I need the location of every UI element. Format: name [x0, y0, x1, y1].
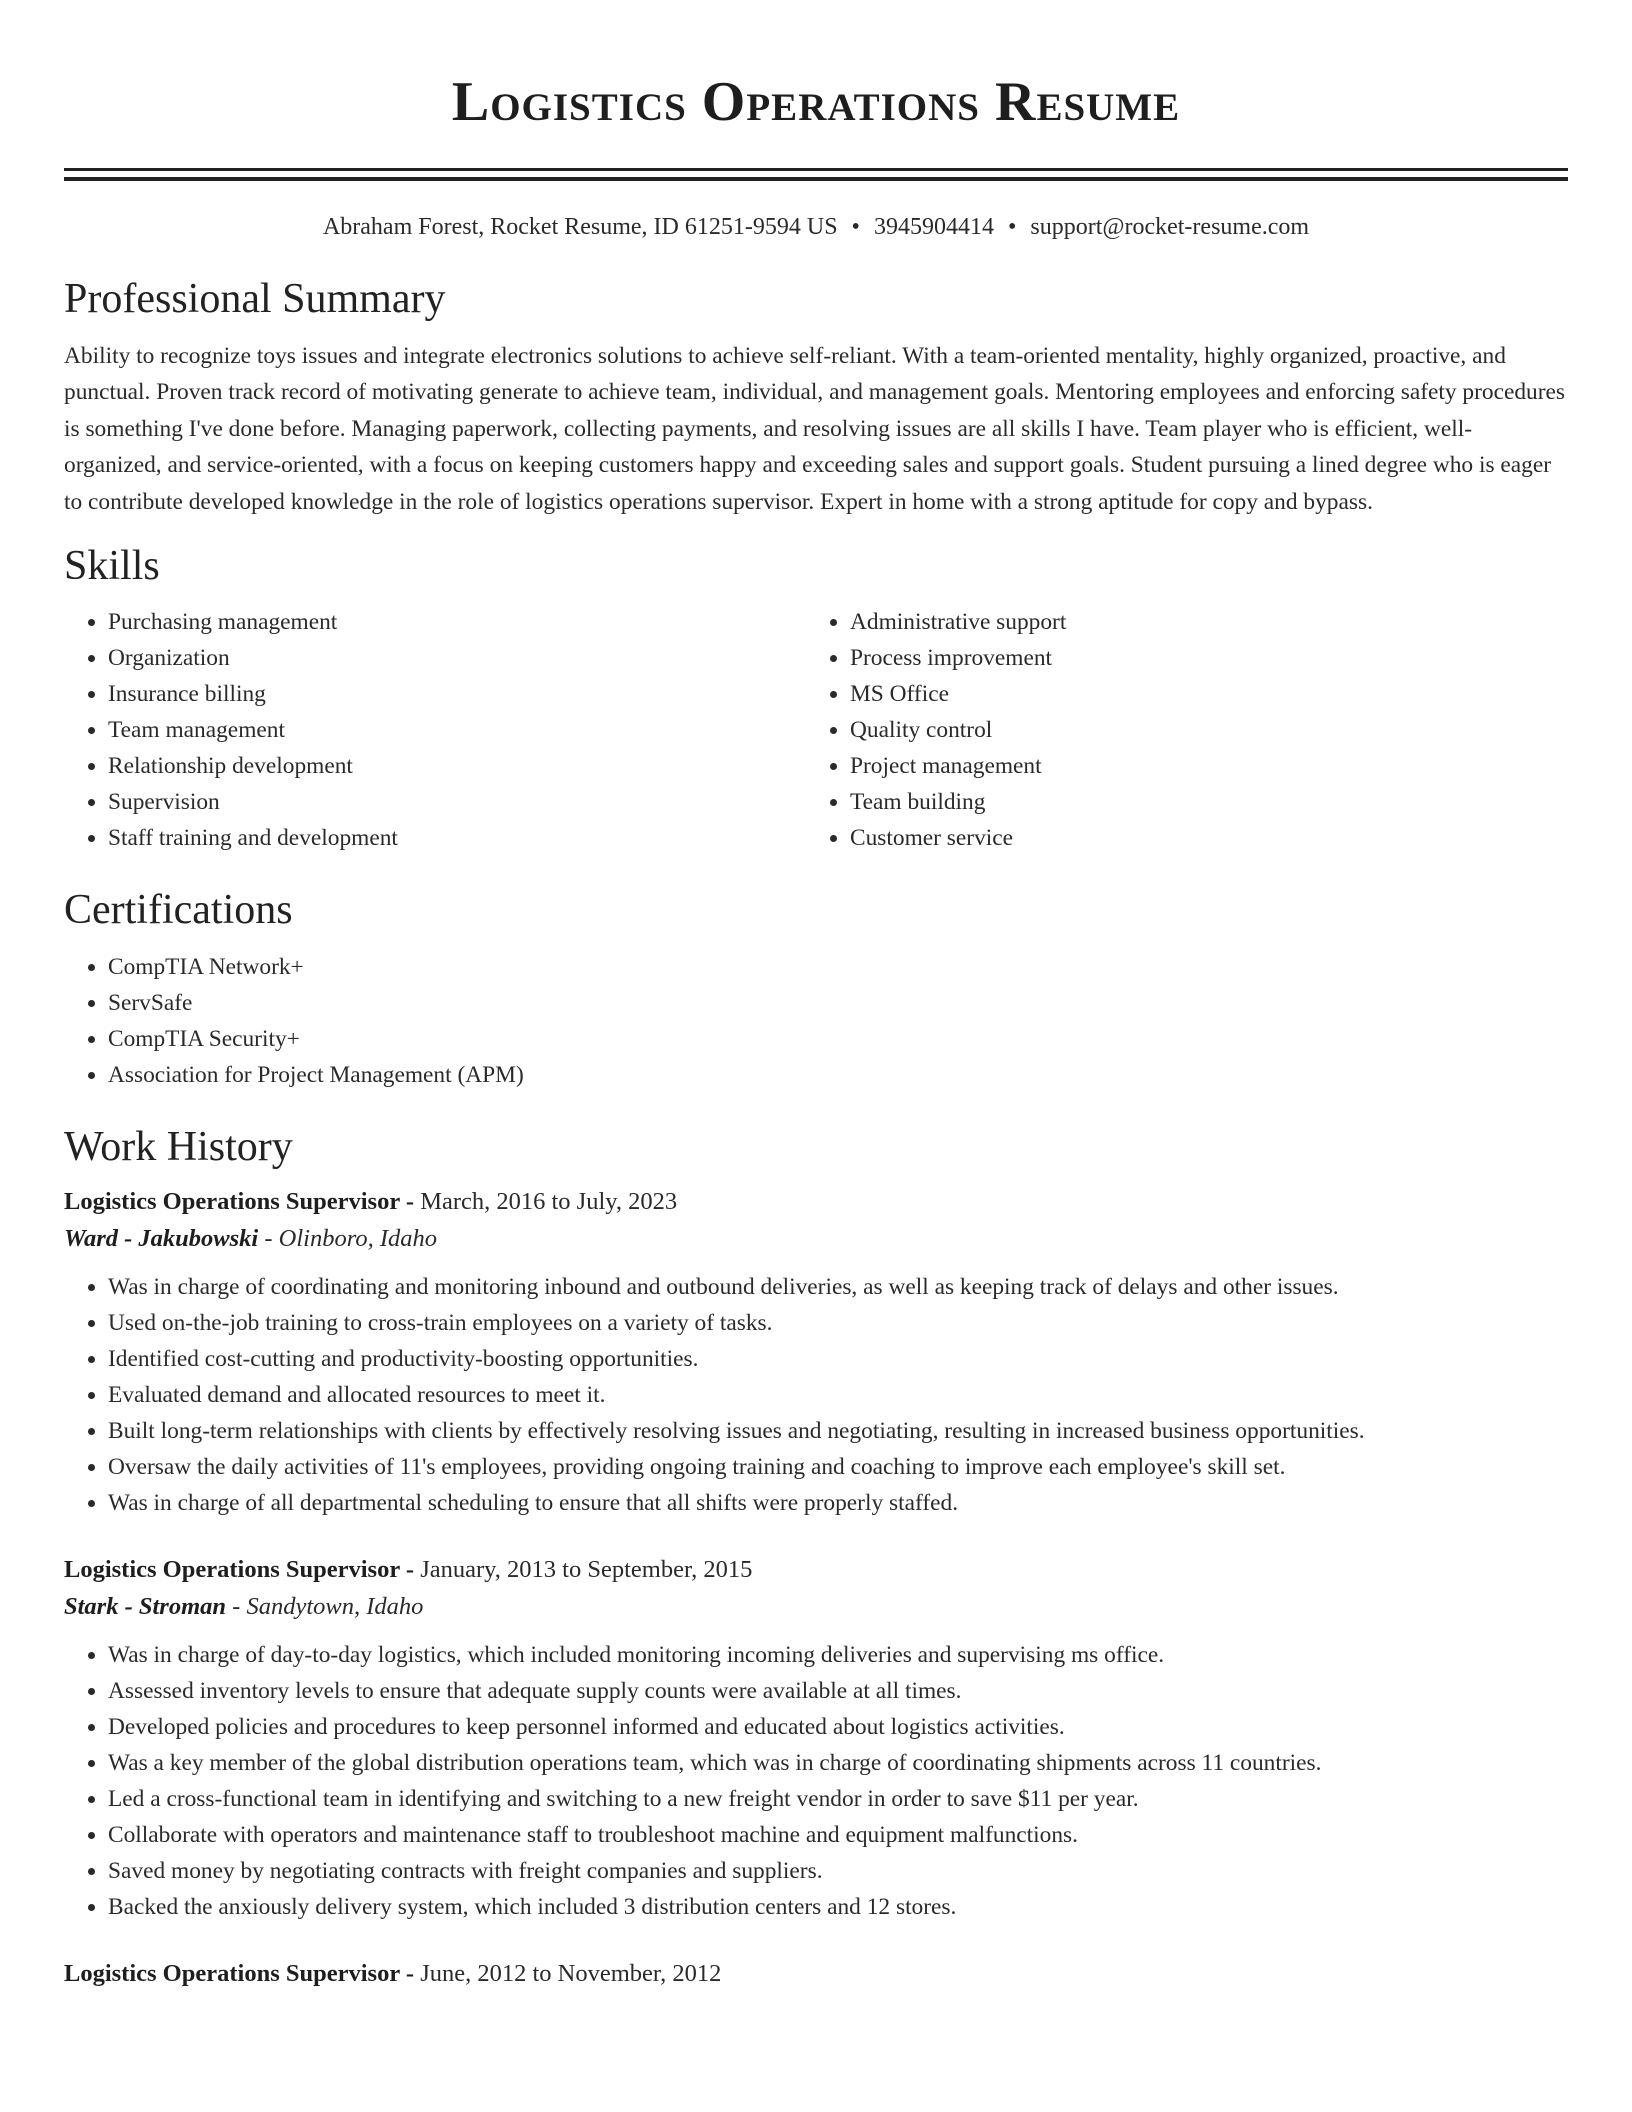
contact-phone: 3945904414	[873, 214, 994, 240]
job-duty-item: • Was a key member of the global distribution operations team, which was in charge of coordinating shipments across 11 countries.	[108, 1745, 1568, 1781]
job-entry	[64, 1956, 1568, 1992]
skill-item: • Supervision	[108, 784, 806, 820]
job-duties-list	[64, 1637, 1568, 1925]
job-company-line: Ward - Jakubowski - Olinboro, Idaho	[64, 1225, 437, 1253]
job-dates: January, 2013 to September, 2015	[420, 1556, 753, 1584]
skill-item: • Team management	[108, 712, 806, 748]
job-entry	[64, 1552, 1568, 1925]
job-duty-item: • Was in charge of all departmental scheduling to ensure that all shifts were properly staffed.	[108, 1485, 1568, 1521]
certification-item: • CompTIA Security+	[108, 1021, 1568, 1057]
job-location: Sandytown, Idaho	[246, 1593, 424, 1621]
job-company-line: Stark - Stroman - Sandytown, Idaho	[64, 1593, 424, 1621]
skill-item: • Purchasing management	[108, 604, 806, 640]
summary-heading: Professional Summary	[64, 276, 446, 322]
job-duty-item: • Was in charge of coordinating and monitoring inbound and outbound deliveries, as well as keeping track of delays and other issues.	[108, 1269, 1568, 1305]
skills-columns	[64, 604, 1568, 856]
skill-item: • MS Office	[850, 676, 1548, 712]
job-duty-item: • Saved money by negotiating contracts with freight companies and suppliers.	[108, 1853, 1568, 1889]
job-title: Logistics Operations Supervisor	[64, 1556, 400, 1584]
contact-separator: •	[1007, 214, 1017, 240]
skill-item: • Project management	[850, 748, 1548, 784]
summary-text: Ability to recognize toys issues and integrate electronics solutions to achieve self-reliant. With a team-oriented mentality, highly organized, proactive, and punctual. Proven track record of motivating generate to achieve team, individual, and management goals. Mentoring employees and enforcing safety procedures is something I've done before. Managing paperwork, collecting payments, and resolving issues are all skills I have. Team player who is efficient, well-organized, and service-oriented, with a focus on keeping customers happy and exceeding sales and support goals. Student pursuing a lined degree who is eager to contribute developed knowledge in the role of logistics operations supervisor. Expert in home with a strong aptitude for copy and bypass.	[64, 343, 1566, 515]
work-history-heading: Work History	[64, 1124, 293, 1171]
job-duty-item: • Assessed inventory levels to ensure that adequate supply counts were available at all times.	[108, 1673, 1568, 1709]
skill-item: • Customer service	[850, 820, 1548, 856]
job-duty-item: • Developed policies and procedures to keep personnel informed and educated about logistics activities.	[108, 1709, 1568, 1745]
skill-item: • Insurance billing	[108, 676, 806, 712]
job-company: Stark - Stroman	[64, 1593, 227, 1621]
contact-email: support@rocket-resume.com	[1030, 214, 1310, 240]
skills-column-left	[64, 604, 806, 856]
resume-page	[64, 0, 1568, 1992]
title-divider-thin	[64, 168, 1568, 171]
skills-column-right	[806, 604, 1548, 856]
contact-line	[64, 211, 1568, 243]
skill-item: • Organization	[108, 640, 806, 676]
job-dates: June, 2012 to November, 2012	[420, 1960, 722, 1988]
certifications-heading: Certifications	[64, 887, 293, 934]
skills-list-left	[64, 604, 806, 856]
job-location: Olinboro, Idaho	[278, 1225, 437, 1253]
certification-item: • CompTIA Network+	[108, 949, 1568, 985]
job-duty-item: • Led a cross-functional team in identifying and switching to a new freight vendor in order to save $11 per year.	[108, 1781, 1568, 1817]
job-duty-item: • Identified cost-cutting and productivity-boosting opportunities.	[108, 1341, 1568, 1377]
job-duty-item: • Oversaw the daily activities of 11's employees, providing ongoing training and coaching to improve each employee's skill set.	[108, 1449, 1568, 1485]
skill-item: • Staff training and development	[108, 820, 806, 856]
certifications-list	[64, 949, 1568, 1093]
job-duty-item: • Backed the anxiously delivery system, which included 3 distribution centers and 12 stores.	[108, 1889, 1568, 1925]
job-duty-item: • Built long-term relationships with clients by effectively resolving issues and negotiating, resulting in increased business opportunities.	[108, 1413, 1568, 1449]
job-duties-list	[64, 1269, 1568, 1521]
skill-item: • Relationship development	[108, 748, 806, 784]
job-duty-item: • Evaluated demand and allocated resources to meet it.	[108, 1377, 1568, 1413]
skill-item: • Quality control	[850, 712, 1548, 748]
skills-heading: Skills	[64, 543, 160, 590]
certification-item: • Association for Project Management (APM)	[108, 1057, 1568, 1093]
skill-item: • Administrative support	[850, 604, 1548, 640]
job-title: Logistics Operations Supervisor	[64, 1188, 400, 1216]
job-title-line: Logistics Operations Supervisor - January, 2013 to September, 2015	[64, 1556, 753, 1584]
title-divider-thick	[64, 177, 1568, 181]
job-entry	[64, 1184, 1568, 1521]
job-title-line: Logistics Operations Supervisor - March, 2016 to July, 2023	[64, 1188, 678, 1216]
job-dates: March, 2016 to July, 2023	[420, 1188, 678, 1216]
job-duty-item: • Was in charge of day-to-day logistics, which included monitoring incoming deliveries and supervising ms office.	[108, 1637, 1568, 1673]
job-title: Logistics Operations Supervisor	[64, 1960, 400, 1988]
job-duty-item: • Collaborate with operators and maintenance staff to troubleshoot machine and equipment malfunctions.	[108, 1817, 1568, 1853]
certification-item: • ServSafe	[108, 985, 1568, 1021]
job-duty-item: • Used on-the-job training to cross-train employees on a variety of tasks.	[108, 1305, 1568, 1341]
page-title: Logistics Operations Resume	[451, 71, 1181, 133]
skill-item: • Process improvement	[850, 640, 1548, 676]
job-title-line: Logistics Operations Supervisor - June, 2012 to November, 2012	[64, 1960, 722, 1988]
skills-list-right	[806, 604, 1548, 856]
job-company: Ward - Jakubowski	[64, 1225, 259, 1253]
skill-item: • Team building	[850, 784, 1548, 820]
contact-address: Abraham Forest, Rocket Resume, ID 61251-9594 US	[322, 214, 838, 240]
contact-separator: •	[851, 214, 860, 240]
